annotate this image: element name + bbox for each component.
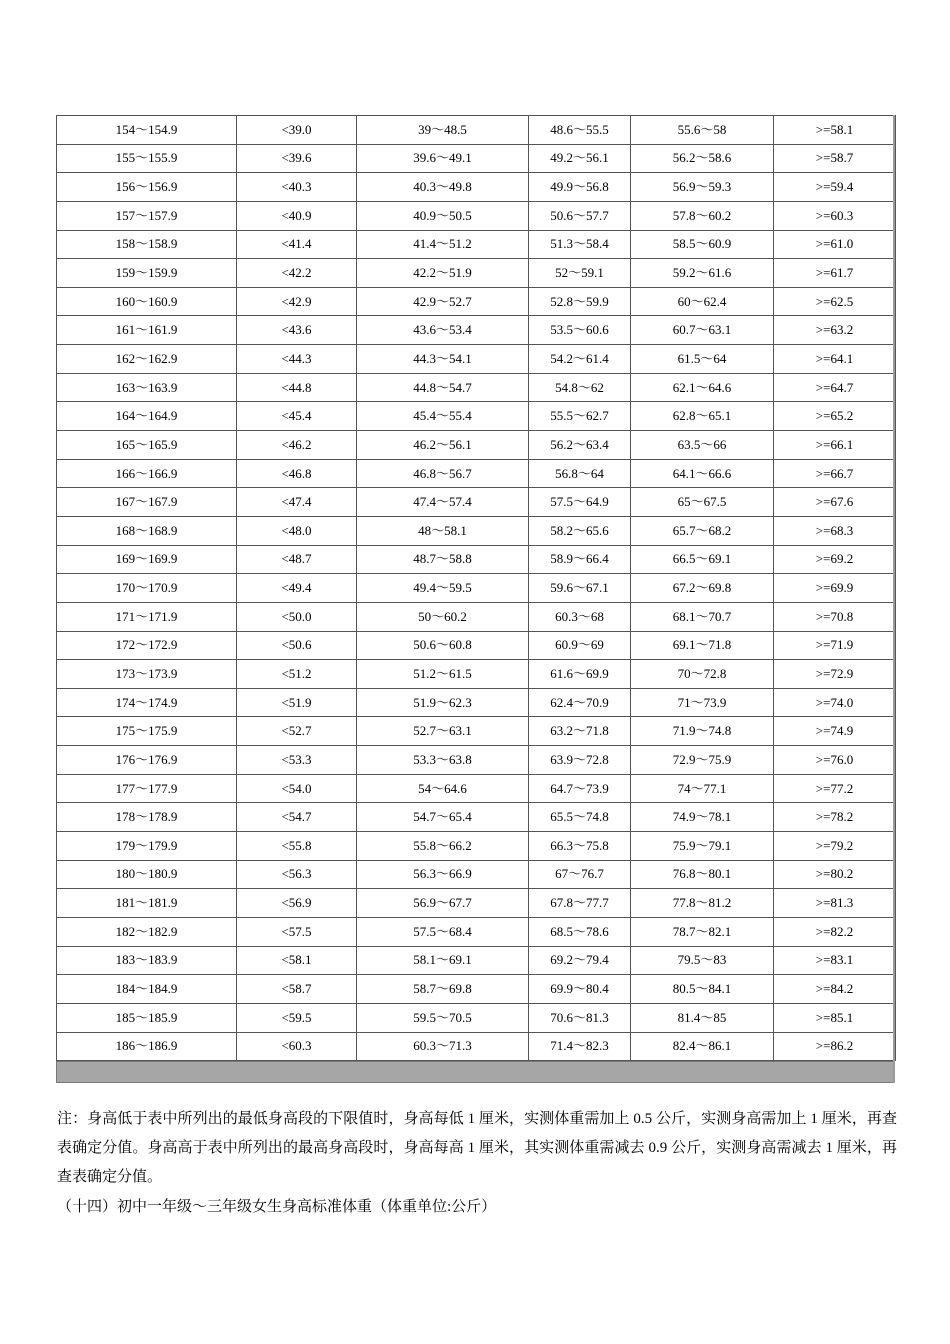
below-range-cell: <55.8 <box>237 832 357 861</box>
range-4-cell: 68.1～70.7 <box>631 602 774 631</box>
range-4-cell: 66.5～69.1 <box>631 545 774 574</box>
range-3-cell: 49.2～56.1 <box>529 144 631 173</box>
table-row <box>57 1032 896 1061</box>
range-4-cell: 74.9～78.1 <box>631 803 774 832</box>
height-range-cell: 186～186.9 <box>57 1032 237 1061</box>
range-3-cell: 52～59.1 <box>529 259 631 288</box>
above-range-cell: >=66.7 <box>774 459 896 488</box>
table-row <box>57 173 896 202</box>
range-2-cell: 60.3～71.3 <box>357 1032 529 1061</box>
range-3-cell: 69.9～80.4 <box>529 975 631 1004</box>
height-range-cell: 183～183.9 <box>57 946 237 975</box>
above-range-cell: >=65.2 <box>774 402 896 431</box>
range-4-cell: 79.5～83 <box>631 946 774 975</box>
above-range-cell: >=58.7 <box>774 144 896 173</box>
range-2-cell: 46.8～56.7 <box>357 459 529 488</box>
range-4-cell: 71.9～74.8 <box>631 717 774 746</box>
range-3-cell: 70.6～81.3 <box>529 1003 631 1032</box>
below-range-cell: <56.9 <box>237 889 357 918</box>
above-range-cell: >=62.5 <box>774 287 896 316</box>
table-row <box>57 287 896 316</box>
above-range-cell: >=79.2 <box>774 832 896 861</box>
below-range-cell: <41.4 <box>237 230 357 259</box>
table-footnote: 注：身高低于表中所列出的最低身高段的下限值时，身高每低 1 厘米，实测体重需加上 0.5 公斤，实测身高需加上 1 厘米，再查表确定分值。身高高于表中所列出的最高身高段时，身高每高 1 厘米，其实测体重需减去 0.9 公斤，实测身高需减去 1 厘米，再查表确定分值。 <box>57 1111 897 1185</box>
range-4-cell: 74～77.1 <box>631 774 774 803</box>
range-3-cell: 68.5～78.6 <box>529 917 631 946</box>
below-range-cell: <54.0 <box>237 774 357 803</box>
range-3-cell: 67.8～77.7 <box>529 889 631 918</box>
table-row <box>57 774 896 803</box>
table-row <box>57 230 896 259</box>
range-4-cell: 81.4～85 <box>631 1003 774 1032</box>
below-range-cell: <50.6 <box>237 631 357 660</box>
range-2-cell: 39～48.5 <box>357 116 529 145</box>
table-row <box>57 545 896 574</box>
range-2-cell: 50.6～60.8 <box>357 631 529 660</box>
range-3-cell: 57.5～64.9 <box>529 488 631 517</box>
table-row <box>57 688 896 717</box>
section-heading: （十四）初中一年级～三年级女生身高标准体重（体重单位:公斤） <box>57 1199 497 1215</box>
range-2-cell: 51.2～61.5 <box>357 660 529 689</box>
above-range-cell: >=64.1 <box>774 345 896 374</box>
table-row <box>57 144 896 173</box>
height-range-cell: 180～180.9 <box>57 860 237 889</box>
below-range-cell: <46.2 <box>237 431 357 460</box>
height-range-cell: 177～177.9 <box>57 774 237 803</box>
range-2-cell: 52.7～63.1 <box>357 717 529 746</box>
table-row <box>57 516 896 545</box>
range-4-cell: 69.1～71.8 <box>631 631 774 660</box>
range-3-cell: 63.2～71.8 <box>529 717 631 746</box>
below-range-cell: <60.3 <box>237 1032 357 1061</box>
range-2-cell: 56.9～67.7 <box>357 889 529 918</box>
range-4-cell: 65.7～68.2 <box>631 516 774 545</box>
range-4-cell: 57.8～60.2 <box>631 201 774 230</box>
below-range-cell: <59.5 <box>237 1003 357 1032</box>
height-range-cell: 162～162.9 <box>57 345 237 374</box>
below-range-cell: <39.0 <box>237 116 357 145</box>
table-row <box>57 488 896 517</box>
range-3-cell: 54.8～62 <box>529 373 631 402</box>
range-3-cell: 71.4～82.3 <box>529 1032 631 1061</box>
range-4-cell: 61.5～64 <box>631 345 774 374</box>
height-range-cell: 166～166.9 <box>57 459 237 488</box>
below-range-cell: <42.2 <box>237 259 357 288</box>
table-row <box>57 946 896 975</box>
table-row <box>57 201 896 230</box>
range-3-cell: 52.8～59.9 <box>529 287 631 316</box>
range-3-cell: 49.9～56.8 <box>529 173 631 202</box>
above-range-cell: >=84.2 <box>774 975 896 1004</box>
below-range-cell: <48.0 <box>237 516 357 545</box>
below-range-cell: <43.6 <box>237 316 357 345</box>
above-range-cell: >=86.2 <box>774 1032 896 1061</box>
range-3-cell: 60.3～68 <box>529 602 631 631</box>
height-range-cell: 173～173.9 <box>57 660 237 689</box>
range-2-cell: 40.3～49.8 <box>357 173 529 202</box>
below-range-cell: <45.4 <box>237 402 357 431</box>
range-4-cell: 58.5～60.9 <box>631 230 774 259</box>
below-range-cell: <58.7 <box>237 975 357 1004</box>
below-range-cell: <44.8 <box>237 373 357 402</box>
range-4-cell: 82.4～86.1 <box>631 1032 774 1061</box>
above-range-cell: >=68.3 <box>774 516 896 545</box>
range-3-cell: 50.6～57.7 <box>529 201 631 230</box>
range-4-cell: 77.8～81.2 <box>631 889 774 918</box>
below-range-cell: <58.1 <box>237 946 357 975</box>
range-2-cell: 57.5～68.4 <box>357 917 529 946</box>
below-range-cell: <39.6 <box>237 144 357 173</box>
above-range-cell: >=61.7 <box>774 259 896 288</box>
above-range-cell: >=76.0 <box>774 746 896 775</box>
above-range-cell: >=81.3 <box>774 889 896 918</box>
height-range-cell: 171～171.9 <box>57 602 237 631</box>
range-2-cell: 41.4～51.2 <box>357 230 529 259</box>
height-range-cell: 167～167.9 <box>57 488 237 517</box>
range-4-cell: 64.1～66.6 <box>631 459 774 488</box>
above-range-cell: >=67.6 <box>774 488 896 517</box>
range-4-cell: 60～62.4 <box>631 287 774 316</box>
range-3-cell: 64.7～73.9 <box>529 774 631 803</box>
below-range-cell: <51.2 <box>237 660 357 689</box>
range-3-cell: 59.6～67.1 <box>529 574 631 603</box>
below-range-cell: <53.3 <box>237 746 357 775</box>
below-range-cell: <56.3 <box>237 860 357 889</box>
above-range-cell: >=64.7 <box>774 373 896 402</box>
table-row <box>57 602 896 631</box>
below-range-cell: <49.4 <box>237 574 357 603</box>
range-2-cell: 59.5～70.5 <box>357 1003 529 1032</box>
table-row <box>57 574 896 603</box>
height-range-cell: 168～168.9 <box>57 516 237 545</box>
table-row <box>57 803 896 832</box>
range-2-cell: 54～64.6 <box>357 774 529 803</box>
range-3-cell: 65.5～74.8 <box>529 803 631 832</box>
table-row <box>57 889 896 918</box>
below-range-cell: <40.9 <box>237 201 357 230</box>
above-range-cell: >=58.1 <box>774 116 896 145</box>
range-2-cell: 44.8～54.7 <box>357 373 529 402</box>
above-range-cell: >=85.1 <box>774 1003 896 1032</box>
height-range-cell: 156～156.9 <box>57 173 237 202</box>
range-2-cell: 47.4～57.4 <box>357 488 529 517</box>
range-4-cell: 78.7～82.1 <box>631 917 774 946</box>
above-range-cell: >=69.9 <box>774 574 896 603</box>
table-body <box>57 116 896 1061</box>
height-range-cell: 172～172.9 <box>57 631 237 660</box>
table-row <box>57 345 896 374</box>
below-range-cell: <51.9 <box>237 688 357 717</box>
range-2-cell: 54.7～65.4 <box>357 803 529 832</box>
table-row <box>57 1003 896 1032</box>
above-range-cell: >=63.2 <box>774 316 896 345</box>
table-row <box>57 717 896 746</box>
above-range-cell: >=74.0 <box>774 688 896 717</box>
weight-standard-table <box>56 115 896 1061</box>
range-4-cell: 63.5～66 <box>631 431 774 460</box>
range-2-cell: 58.1～69.1 <box>357 946 529 975</box>
range-3-cell: 58.9～66.4 <box>529 545 631 574</box>
height-range-cell: 155～155.9 <box>57 144 237 173</box>
table-row <box>57 431 896 460</box>
above-range-cell: >=69.2 <box>774 545 896 574</box>
range-3-cell: 66.3～75.8 <box>529 832 631 861</box>
below-range-cell: <46.8 <box>237 459 357 488</box>
height-range-cell: 160～160.9 <box>57 287 237 316</box>
above-range-cell: >=80.2 <box>774 860 896 889</box>
range-3-cell: 69.2～79.4 <box>529 946 631 975</box>
range-2-cell: 46.2～56.1 <box>357 431 529 460</box>
range-2-cell: 50～60.2 <box>357 602 529 631</box>
range-3-cell: 58.2～65.6 <box>529 516 631 545</box>
range-2-cell: 40.9～50.5 <box>357 201 529 230</box>
range-3-cell: 62.4～70.9 <box>529 688 631 717</box>
range-3-cell: 48.6～55.5 <box>529 116 631 145</box>
range-3-cell: 54.2～61.4 <box>529 345 631 374</box>
height-range-cell: 165～165.9 <box>57 431 237 460</box>
range-4-cell: 76.8～80.1 <box>631 860 774 889</box>
range-4-cell: 72.9～75.9 <box>631 746 774 775</box>
table-row <box>57 631 896 660</box>
range-2-cell: 49.4～59.5 <box>357 574 529 603</box>
range-2-cell: 43.6～53.4 <box>357 316 529 345</box>
table-row <box>57 832 896 861</box>
table-row <box>57 402 896 431</box>
range-4-cell: 65～67.5 <box>631 488 774 517</box>
above-range-cell: >=59.4 <box>774 173 896 202</box>
above-range-cell: >=82.2 <box>774 917 896 946</box>
height-range-cell: 164～164.9 <box>57 402 237 431</box>
above-range-cell: >=66.1 <box>774 431 896 460</box>
range-3-cell: 63.9～72.8 <box>529 746 631 775</box>
table-row <box>57 459 896 488</box>
height-range-cell: 182～182.9 <box>57 917 237 946</box>
height-range-cell: 158～158.9 <box>57 230 237 259</box>
range-2-cell: 42.9～52.7 <box>357 287 529 316</box>
table-bottom-bar <box>56 1061 895 1083</box>
range-4-cell: 62.8～65.1 <box>631 402 774 431</box>
height-range-cell: 174～174.9 <box>57 688 237 717</box>
above-range-cell: >=70.8 <box>774 602 896 631</box>
height-range-cell: 185～185.9 <box>57 1003 237 1032</box>
range-4-cell: 62.1～64.6 <box>631 373 774 402</box>
above-range-cell: >=60.3 <box>774 201 896 230</box>
range-3-cell: 67～76.7 <box>529 860 631 889</box>
range-4-cell: 70～72.8 <box>631 660 774 689</box>
below-range-cell: <54.7 <box>237 803 357 832</box>
table-row <box>57 116 896 145</box>
range-2-cell: 48.7～58.8 <box>357 545 529 574</box>
above-range-cell: >=71.9 <box>774 631 896 660</box>
below-range-cell: <50.0 <box>237 602 357 631</box>
below-range-cell: <44.3 <box>237 345 357 374</box>
below-range-cell: <57.5 <box>237 917 357 946</box>
height-range-cell: 154～154.9 <box>57 116 237 145</box>
range-4-cell: 75.9～79.1 <box>631 832 774 861</box>
range-2-cell: 56.3～66.9 <box>357 860 529 889</box>
range-4-cell: 56.9～59.3 <box>631 173 774 202</box>
range-2-cell: 45.4～55.4 <box>357 402 529 431</box>
table-row <box>57 975 896 1004</box>
above-range-cell: >=61.0 <box>774 230 896 259</box>
above-range-cell: >=78.2 <box>774 803 896 832</box>
table-row <box>57 373 896 402</box>
range-2-cell: 51.9～62.3 <box>357 688 529 717</box>
table-row <box>57 917 896 946</box>
range-3-cell: 56.8～64 <box>529 459 631 488</box>
height-range-cell: 161～161.9 <box>57 316 237 345</box>
table-row <box>57 316 896 345</box>
range-4-cell: 56.2～58.6 <box>631 144 774 173</box>
height-range-cell: 179～179.9 <box>57 832 237 861</box>
height-range-cell: 178～178.9 <box>57 803 237 832</box>
range-3-cell: 56.2～63.4 <box>529 431 631 460</box>
range-4-cell: 55.6～58 <box>631 116 774 145</box>
range-2-cell: 42.2～51.9 <box>357 259 529 288</box>
height-range-cell: 181～181.9 <box>57 889 237 918</box>
range-2-cell: 44.3～54.1 <box>357 345 529 374</box>
height-range-cell: 159～159.9 <box>57 259 237 288</box>
height-range-cell: 169～169.9 <box>57 545 237 574</box>
above-range-cell: >=72.9 <box>774 660 896 689</box>
range-3-cell: 53.5～60.6 <box>529 316 631 345</box>
below-range-cell: <48.7 <box>237 545 357 574</box>
below-range-cell: <52.7 <box>237 717 357 746</box>
range-3-cell: 61.6～69.9 <box>529 660 631 689</box>
table-right-edge <box>893 115 895 1083</box>
above-range-cell: >=77.2 <box>774 774 896 803</box>
height-range-cell: 184～184.9 <box>57 975 237 1004</box>
range-4-cell: 71～73.9 <box>631 688 774 717</box>
height-range-cell: 176～176.9 <box>57 746 237 775</box>
range-2-cell: 48～58.1 <box>357 516 529 545</box>
below-range-cell: <47.4 <box>237 488 357 517</box>
table-row <box>57 259 896 288</box>
table-row <box>57 660 896 689</box>
above-range-cell: >=74.9 <box>774 717 896 746</box>
above-range-cell: >=83.1 <box>774 946 896 975</box>
range-2-cell: 58.7～69.8 <box>357 975 529 1004</box>
table-row <box>57 860 896 889</box>
table-row <box>57 746 896 775</box>
below-range-cell: <42.9 <box>237 287 357 316</box>
range-4-cell: 67.2～69.8 <box>631 574 774 603</box>
weight-standard-table-container <box>56 115 895 1083</box>
height-range-cell: 163～163.9 <box>57 373 237 402</box>
range-2-cell: 55.8～66.2 <box>357 832 529 861</box>
range-4-cell: 59.2～61.6 <box>631 259 774 288</box>
range-3-cell: 55.5～62.7 <box>529 402 631 431</box>
below-range-cell: <40.3 <box>237 173 357 202</box>
height-range-cell: 170～170.9 <box>57 574 237 603</box>
range-2-cell: 53.3～63.8 <box>357 746 529 775</box>
range-4-cell: 60.7～63.1 <box>631 316 774 345</box>
range-3-cell: 60.9～69 <box>529 631 631 660</box>
range-2-cell: 39.6～49.1 <box>357 144 529 173</box>
range-3-cell: 51.3～58.4 <box>529 230 631 259</box>
height-range-cell: 175～175.9 <box>57 717 237 746</box>
range-4-cell: 80.5～84.1 <box>631 975 774 1004</box>
height-range-cell: 157～157.9 <box>57 201 237 230</box>
